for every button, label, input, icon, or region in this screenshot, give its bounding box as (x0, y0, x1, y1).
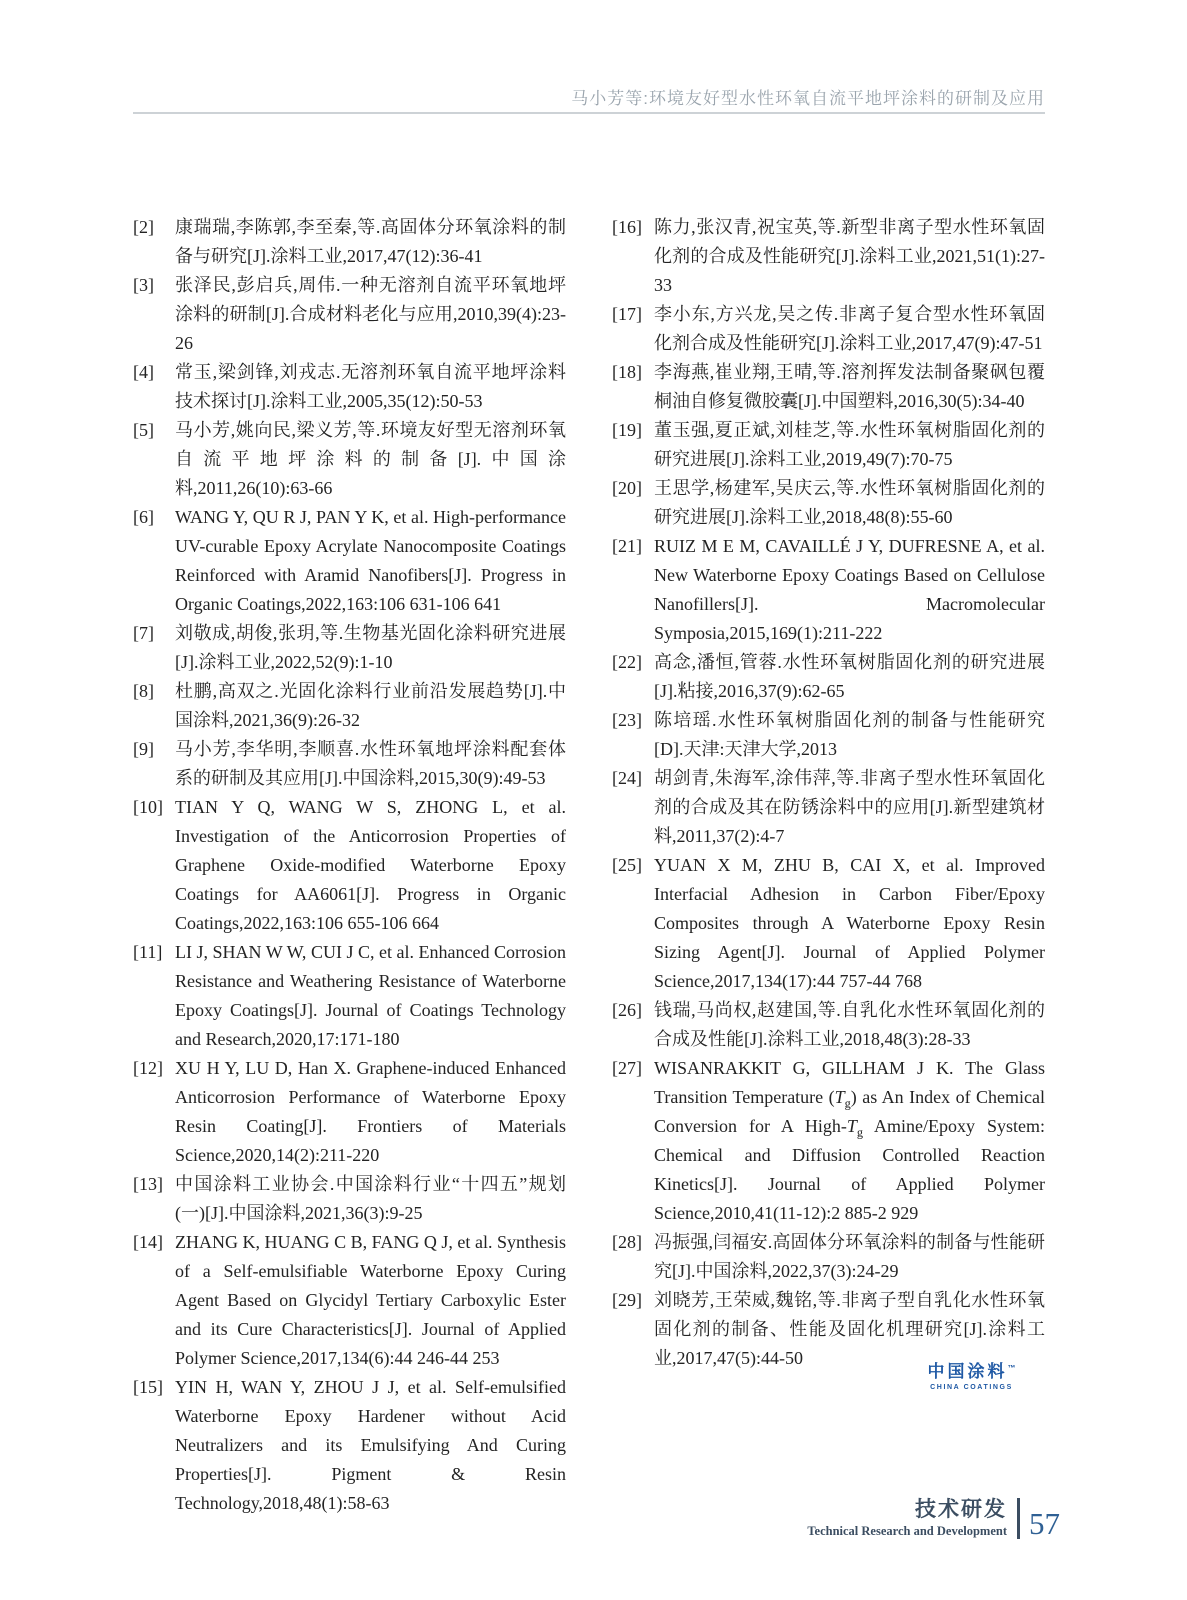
reference-item (612, 300, 1045, 358)
china-coatings-logo (898, 1362, 1045, 1392)
reference-number: [21] (612, 536, 642, 556)
reference-item (133, 1373, 566, 1518)
reference-text: 马小芳,姚向民,梁义芳,等.环境友好型无溶剂环氧自流平地坪涂料的制备[J].中国涂料,2011,26(10):63-66 (175, 420, 566, 498)
reference-text: 刘敬成,胡俊,张玥,等.生物基光固化涂料研究进展[J].涂料工业,2022,52(9):1-10 (175, 623, 566, 672)
reference-text: YUAN X M, ZHU B, CAI X, et al. Improved Interfacial Adhesion in Carbon Fiber/Epoxy Composites through A Waterborne Epoxy Resin Sizing Agent[J]. Journal of Applied Polymer Science,2017,134(17):44 757-44 768 (654, 855, 1045, 991)
reference-text: 王思学,杨建军,吴庆云,等.水性环氧树脂固化剂的研究进展[J].涂料工业,2018,48(8):55-60 (654, 478, 1045, 527)
reference-number: [6] (133, 507, 154, 527)
reference-item (133, 735, 566, 793)
reference-item (133, 503, 566, 619)
reference-item (612, 1286, 1045, 1373)
page-number: 57 (1029, 1506, 1060, 1542)
reference-number: [5] (133, 420, 154, 440)
reference-text: 马小芳,李华明,李顺喜.水性环氧地坪涂料配套体系的研制及其应用[J].中国涂料,2015,30(9):49-53 (175, 739, 566, 788)
reference-item (133, 358, 566, 416)
reference-number: [10] (133, 797, 163, 817)
reference-text: 冯振强,闫福安.高固体分环氧涂料的制备与性能研究[J].中国涂料,2022,37(3):24-29 (654, 1232, 1045, 1281)
references-column-left (133, 213, 566, 1518)
reference-number: [27] (612, 1058, 642, 1078)
reference-text: 常玉,梁剑锋,刘戎志.无溶剂环氧自流平地坪涂料技术探讨[J].涂料工业,2005,35(12):50-53 (175, 362, 566, 411)
reference-number: [28] (612, 1232, 642, 1252)
logo-cn-text: 中国涂料™ (927, 1362, 1016, 1381)
reference-text: LI J, SHAN W W, CUI J C, et al. Enhanced Corrosion Resistance and Weathering Resistance of Waterborne Epoxy Coatings[J]. Journal of Coatings Technology and Research,2020,17:171-180 (175, 942, 566, 1049)
logo-subtitle: CHINA COATINGS (930, 1383, 1013, 1391)
reference-number: [23] (612, 710, 642, 730)
reference-item (612, 1054, 1045, 1228)
reference-text: TIAN Y Q, WANG W S, ZHONG L, et al. Investigation of the Anticorrosion Properties of Graphene Oxide-modified Waterborne Epoxy Coatings for AA6061[J]. Progress in Organic Coatings,2022,163:106 655-106 664 (175, 797, 566, 933)
reference-number: [19] (612, 420, 642, 440)
reference-item (612, 851, 1045, 996)
running-title: 马小芳等:环境友好型水性环氧自流平地坪涂料的研制及应用 (571, 89, 1045, 108)
reference-text: 陈培瑶.水性环氧树脂固化剂的制备与性能研究[D].天津:天津大学,2013 (654, 710, 1045, 759)
reference-number: [26] (612, 1000, 642, 1020)
reference-item (612, 213, 1045, 300)
reference-number: [12] (133, 1058, 163, 1078)
reference-item (133, 1170, 566, 1228)
reference-text: YIN H, WAN Y, ZHOU J J, et al. Self-emulsified Waterborne Epoxy Hardener without Acid Neutralizers and its Emulsifying And Curing Properties[J]. Pigment & Resin Technology,2018,48(1):58-63 (175, 1377, 566, 1513)
reference-text: 杜鹏,高双之.光固化涂料行业前沿发展趋势[J].中国涂料,2021,36(9):26-32 (175, 681, 566, 730)
reference-number: [25] (612, 855, 642, 875)
reference-number: [20] (612, 478, 642, 498)
footer-section (807, 1498, 1017, 1539)
reference-text: 张泽民,彭启兵,周伟.一种无溶剂自流平环氧地坪涂料的研制[J].合成材料老化与应用,2010,39(4):23-26 (175, 275, 566, 353)
reference-item (133, 677, 566, 735)
logo-trademark: ™ (1007, 1363, 1016, 1373)
reference-text: 李小东,方兴龙,吴之传.非离子复合型水性环氧固化剂合成及性能研究[J].涂料工业,2017,47(9):47-51 (654, 304, 1045, 353)
reference-number: [4] (133, 362, 154, 382)
reference-number: [18] (612, 362, 642, 382)
reference-number: [13] (133, 1174, 163, 1194)
reference-number: [24] (612, 768, 642, 788)
reference-text: WANG Y, QU R J, PAN Y K, et al. High-performance UV-curable Epoxy Acrylate Nanocomposite Coatings Reinforced with Aramid Nanofibers[J]. Progress in Organic Coatings,2022,163:106 631-106 641 (175, 507, 566, 614)
reference-item (133, 1054, 566, 1170)
reference-number: [15] (133, 1377, 163, 1397)
reference-item (612, 416, 1045, 474)
reference-text: 康瑞瑞,李陈郭,李至秦,等.高固体分环氧涂料的制备与研究[J].涂料工业,2017,47(12):36-41 (175, 217, 566, 266)
reference-item (612, 764, 1045, 851)
reference-item (612, 996, 1045, 1054)
reference-number: [11] (133, 942, 163, 962)
footer (807, 1498, 1060, 1542)
reference-item (133, 416, 566, 503)
reference-text: 陈力,张汉青,祝宝英,等.新型非离子型水性环氧固化剂的合成及性能研究[J].涂料工业,2021,51(1):27-33 (654, 217, 1045, 295)
reference-item (133, 1228, 566, 1373)
reference-text: 胡剑青,朱海军,涂伟萍,等.非离子型水性环氧固化剂的合成及其在防锈涂料中的应用[J].新型建筑材料,2011,37(2):4-7 (654, 768, 1045, 846)
reference-item (133, 938, 566, 1054)
reference-number: [17] (612, 304, 642, 324)
reference-number: [3] (133, 275, 154, 295)
reference-number: [16] (612, 217, 642, 237)
references-section (133, 213, 1045, 1518)
reference-item (133, 213, 566, 271)
reference-number: [9] (133, 739, 154, 759)
reference-text: WISANRAKKIT G, GILLHAM J K. The Glass Transition Temperature $(T_g)$ as An Index of Chemical Conversion for A High-$T_g$ Amine/Epoxy System: Chemical and Diffusion Controlled Reaction Kinetics[J]. Journal of Applied Polymer Science,2010,41(11-12):2 885-2 929 (654, 1058, 1045, 1223)
reference-text: 李海燕,崔业翔,王晴,等.溶剂挥发法制备聚砜包覆桐油自修复微胶囊[J].中国塑料,2016,30(5):34-40 (654, 362, 1045, 411)
reference-text: 中国涂料工业协会.中国涂料行业“十四五”规划(一)[J].中国涂料,2021,36(3):9-25 (175, 1174, 566, 1223)
reference-number: [7] (133, 623, 154, 643)
reference-item (612, 1228, 1045, 1286)
reference-text: 刘晓芳,王荣威,魏铭,等.非离子型自乳化水性环氧固化剂的制备、性能及固化机理研究[J].涂料工业,2017,47(5):44-50 (654, 1290, 1045, 1368)
footer-section-cn: 技术研发 (915, 1498, 1007, 1521)
reference-text: XU H Y, LU D, Han X. Graphene-induced Enhanced Anticorrosion Performance of Waterborne Epoxy Resin Coating[J]. Frontiers of Materials Science,2020,14(2):211-220 (175, 1058, 566, 1165)
reference-number: [8] (133, 681, 154, 701)
header-rule (133, 112, 1045, 114)
reference-text: 钱瑞,马尚权,赵建国,等.自乳化水性环氧固化剂的合成及性能[J].涂料工业,2018,48(3):28-33 (654, 1000, 1045, 1049)
reference-item (133, 271, 566, 358)
reference-number: [2] (133, 217, 154, 237)
reference-number: [22] (612, 652, 642, 672)
reference-item (133, 793, 566, 938)
reference-item (612, 648, 1045, 706)
reference-item (612, 358, 1045, 416)
reference-text: RUIZ M E M, CAVAILLÉ J Y, DUFRESNE A, et al. New Waterborne Epoxy Coatings Based on Cellulose Nanofillers[J]. Macromolecular Symposia,2015,169(1):211-222 (654, 536, 1045, 643)
reference-text: 董玉强,夏正斌,刘桂芝,等.水性环氧树脂固化剂的研究进展[J].涂料工业,2019,49(7):70-75 (654, 420, 1045, 469)
reference-item (612, 706, 1045, 764)
footer-section-en: Technical Research and Development (807, 1524, 1007, 1539)
reference-number: [29] (612, 1290, 642, 1310)
reference-text: ZHANG K, HUANG C B, FANG Q J, et al. Synthesis of a Self-emulsifiable Waterborne Epoxy Curing Agent Based on Glycidyl Tertiary Carboxylic Ester and its Cure Characteristics[J]. Journal of Applied Polymer Science,2017,134(6):44 246-44 253 (175, 1232, 566, 1368)
reference-item (133, 619, 566, 677)
reference-number: [14] (133, 1232, 163, 1252)
reference-text: 高念,潘恒,管蓉.水性环氧树脂固化剂的研究进展[J].粘接,2016,37(9):62-65 (654, 652, 1045, 701)
references-column-right (612, 213, 1045, 1518)
reference-item (612, 532, 1045, 648)
reference-item (612, 474, 1045, 532)
